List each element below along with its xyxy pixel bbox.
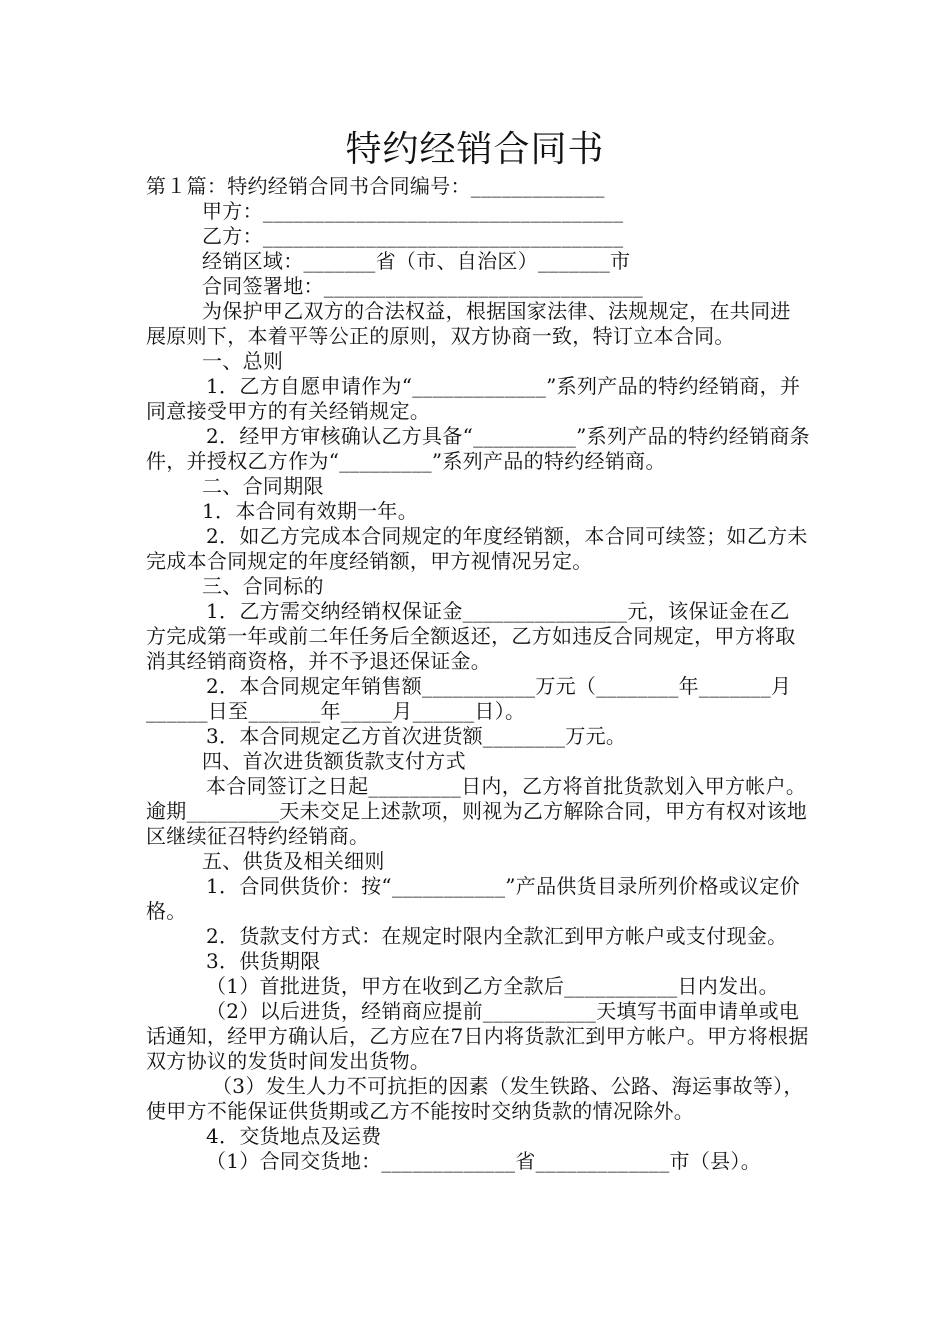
clause-text: 2．货款支付方式：在规定时限内全款汇到甲方帐户或支付现金。 (206, 924, 788, 948)
preamble-paragraph (146, 299, 810, 349)
clause-text: 2．如乙方完成本合同规定的年度经销额，本合同可续签；如乙方未完成本合同规定的年度经销额，甲方视情况另定。 (146, 524, 808, 573)
party-b-line: 乙方：___________________________________ (202, 224, 624, 248)
clause-heading: 3．供货期限 (206, 949, 321, 973)
clause-paragraph: （1）首批进货，甲方在收到乙方全款后___________日内发出。 (206, 974, 779, 998)
clause-paragraph: （1）合同交货地：_____________省_____________市（县）。 (206, 1149, 762, 1173)
clause-paragraph: 3．本合同规定乙方首次进货额________万元。 (206, 724, 627, 748)
clause-paragraph (146, 374, 810, 424)
clause-paragraph (146, 424, 810, 474)
clause-text: 1．乙方需交纳经销权保证金________________元，该保证金在乙方完成第一年或前二年任务后全额返还，乙方如违反合同规定，甲方将取消其经销商资格，并不予退还保证金。 (146, 599, 796, 673)
clause-paragraph (146, 924, 810, 949)
clause-heading: 4．交货地点及运费 (206, 1124, 382, 1148)
clause-paragraph (146, 1074, 810, 1124)
clause-text: 本合同签订之日起_________日内，乙方将首批货款划入甲方帐户。逾期_________天未交足上述款项，则视为乙方解除合同，甲方有权对该地区继续征召特约经销商。 (146, 774, 808, 848)
clause-paragraph (146, 524, 810, 574)
clause-paragraph: 1．本合同有效期一年。 (202, 499, 419, 523)
clause-text: 1．合同供货价：按“___________”产品供货目录所列价格或议定价格。 (146, 874, 800, 923)
clause-text: 1．乙方自愿申请作为“_____________”系列产品的特约经销商，并同意接受甲方的有关经销规定。 (146, 374, 801, 423)
paragraph-heading-contract-no: 第１篇：特约经销合同书合同编号：_____________ (146, 174, 605, 198)
section-heading-subject: 三、合同标的 (202, 574, 324, 598)
clause-text: （3）发生人力不可抗拒的因素（发生铁路、公路、海运事故等），使甲方不能保证供货期或乙方不能按时交纳货款的情况除外。 (146, 1074, 804, 1123)
clause-paragraph (146, 999, 810, 1074)
clause-text: （2）以后进货，经销商应提前___________天填写书面申请单或电话通知，经甲方确认后，乙方应在7日内将货款汇到甲方帐户。甲方将根据双方协议的发货时间发出货物。 (146, 999, 809, 1073)
clause-paragraph (146, 674, 810, 724)
party-a-line: 甲方：___________________________________ (202, 199, 624, 223)
clause-text: 2．本合同规定年销售额___________万元（________年_______月______日至_______年_____月______日）。 (146, 674, 792, 723)
document-title: 特约经销合同书 (345, 129, 605, 170)
clause-paragraph (146, 599, 810, 674)
section-heading-payment: 四、首次进货额货款支付方式 (202, 749, 466, 773)
region-line: 经销区域：_______省（市、自治区）_______市 (202, 249, 631, 273)
clause-text: 2．经甲方审核确认乙方具备“__________”系列产品的特约经销商条件，并授权乙方作为“_________”系列产品的特约经销商。 (146, 424, 810, 473)
preamble-text: 为保护甲乙双方的合法权益，根据国家法律、法规规定，在共同进展原则下，本着平等公正的原则，双方协商一致，特订立本合同。 (146, 299, 791, 348)
clause-paragraph (146, 774, 810, 849)
section-heading-general: 一、总则 (202, 349, 284, 373)
document-body (146, 174, 810, 1174)
section-heading-supply: 五、供货及相关细则 (202, 849, 385, 873)
section-heading-term: 二、合同期限 (202, 474, 324, 498)
signing-place-line: 合同签署地：_______________________________ (202, 274, 644, 298)
clause-paragraph (146, 874, 810, 924)
